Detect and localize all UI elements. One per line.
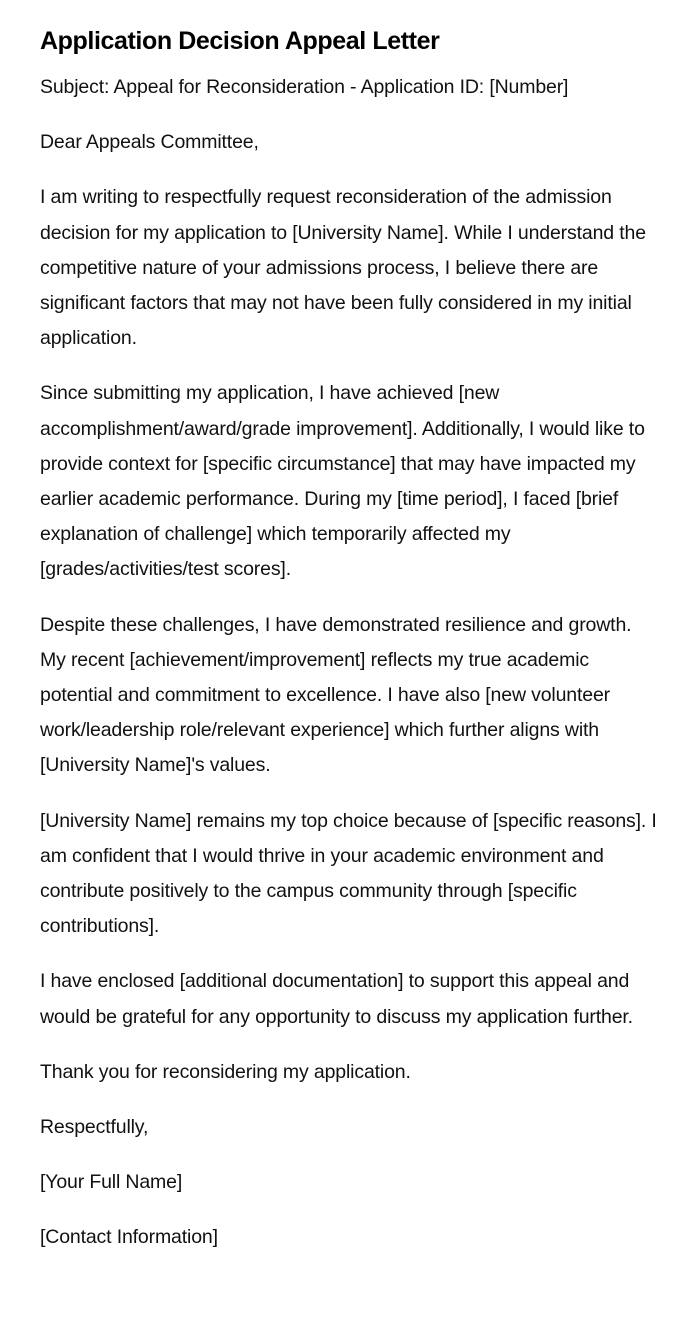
salutation: Dear Appeals Committee, — [40, 131, 259, 154]
document-title: Application Decision Appeal Letter — [40, 27, 440, 55]
body-paragraph-top-choice: [University Name] remains my top choice because of [specific reasons]. I am confident that I would thrive in your academic environment and contribute positively to the campus community through [specific contributions]. — [40, 809, 657, 938]
body-paragraph-achievements: Since submitting my application, I have achieved [new accomplishment/award/grade improvement]. Additionally, I would like to provide context for [specific circumstance] that may have impacted my earlier academic performance. During my [time period], I faced [brief explanation of challenge] which temporarily affected my [grades/activities/test scores]. — [40, 382, 645, 581]
signature-name: [Your Full Name] — [40, 1171, 183, 1194]
body-paragraph-documentation: I have enclosed [additional documentation] to support this appeal and would be grateful for any opportunity to discuss my application further. — [40, 970, 633, 1028]
closing-thanks: Thank you for reconsidering my application. — [40, 1060, 411, 1083]
sign-off: Respectfully, — [40, 1116, 149, 1139]
contact-information: [Contact Information] — [40, 1226, 218, 1249]
subject-line: Subject: Appeal for Reconsideration - Application ID: [Number] — [40, 76, 569, 98]
body-paragraph-request: I am writing to respectfully request reconsideration of the admission decision for my application to [University Name]. While I understand the competitive nature of your admissions process, I believe there are significant factors that may not have been fully considered in my initial application. — [40, 186, 646, 350]
body-paragraph-resilience: Despite these challenges, I have demonstrated resilience and growth. My recent [achievement/improvement] reflects my true academic potential and commitment to excellence. I have also [new volunteer work/leadership role/relevant experience] which further aligns with [University Name]'s values. — [40, 613, 632, 777]
